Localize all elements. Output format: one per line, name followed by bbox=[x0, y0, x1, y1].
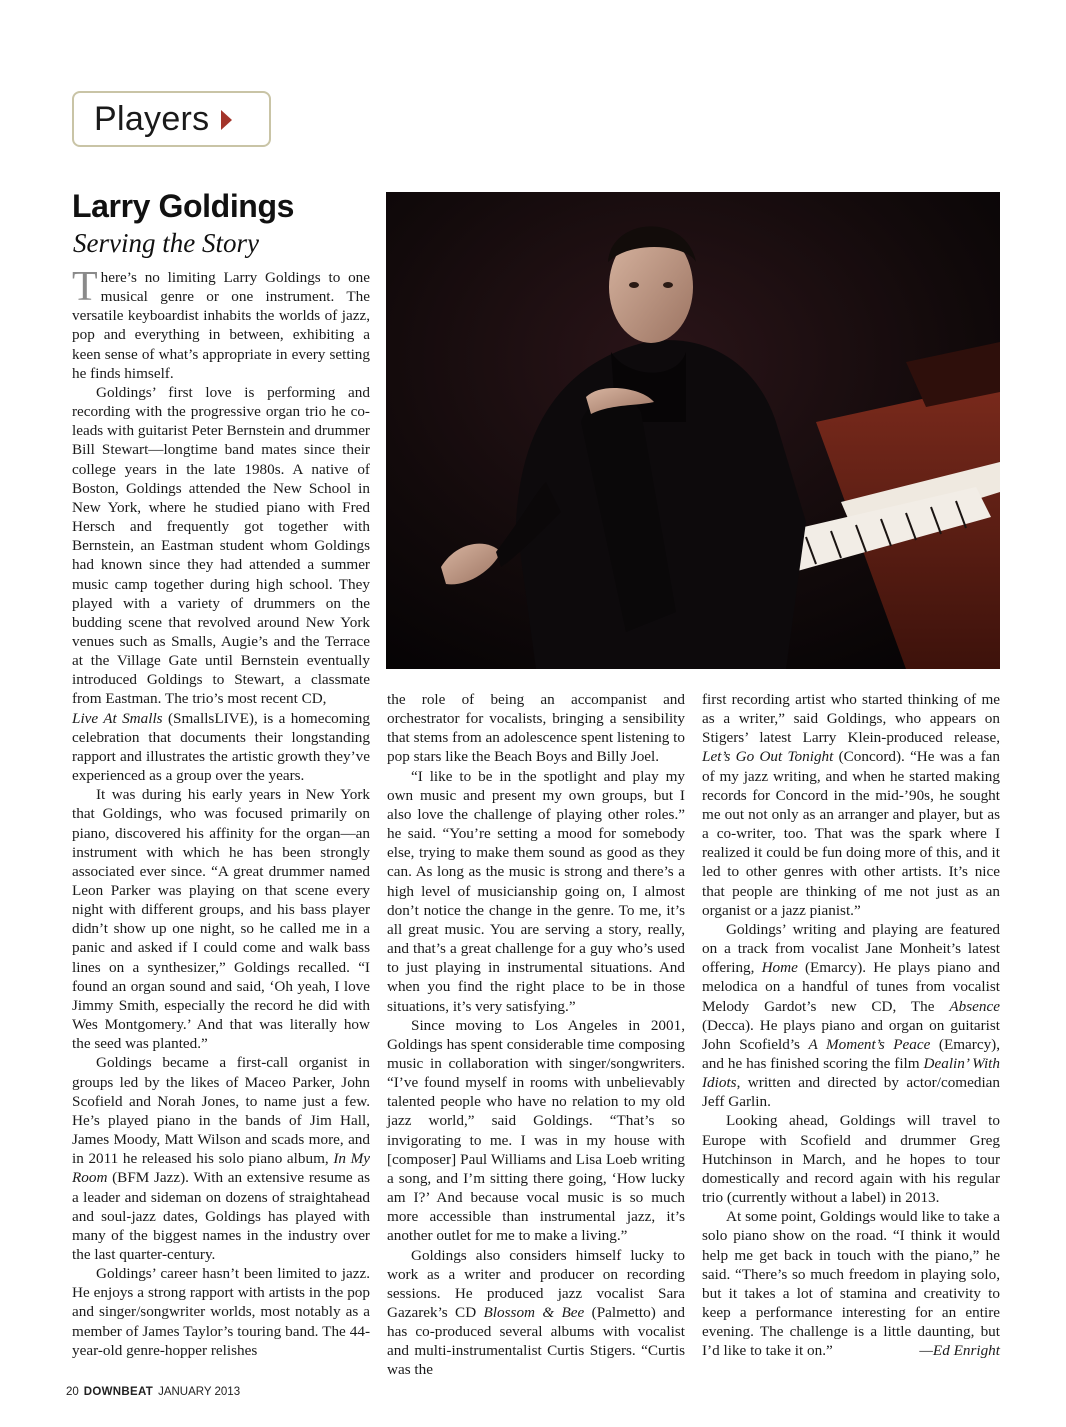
drop-cap: T bbox=[72, 264, 98, 310]
section-label: Players bbox=[94, 99, 210, 138]
paragraph: Goldings became a first-call organist in groups led by the likes of Maceo Parker, John Scofield and Norah Jones, to name just a few. He’s played piano in the bands of Jim Hall, James Moody, Matt Wilson and scads more, and in 2011 he released his solo piano album, In My Room (BFM Jazz). With an extensive resume as a leader and sideman on dozens of straightahead and soul-jazz dates, Goldings has played with many of the biggest names in the industry over the last quarter-century. bbox=[72, 1054, 371, 1263]
paragraph: Goldings also considers himself lucky to work as a writer and producer on recording sessions. He produced jazz vocalist Sara Gazarek’s CD Blossom & Bee (Palmetto) and has co-produced several albums with vocalist and multi-instrumentalist Curtis Stigers. “Curtis was the bbox=[387, 1246, 686, 1379]
paragraph: Goldings’ first love is performing and recording with the progressive organ trio he co-leads with guitarist Peter Bernstein and drummer Bill Stewart—longtime band mates since their college years in the late 1980s. A native of Boston, Goldings attended the New School in New York, where he studied piano with Fred Hersch and frequently got together with Bernstein, an Eastman student whom Goldings had known since they had attended a summer music camp together during high school. They played with a variety of drummers on the budding scene that revolved around New York venues such as Smalls, Augie’s and the Terrace at the Village Gate until Bernstein eventually introduced Goldings to Stewart, a classmate from Eastman. The trio’s most recent CD, bbox=[72, 383, 370, 708]
paragraph: “I like to be in the spotlight and play my own music and present my own groups, but I also love the challenge of playing other roles.” he said. “You’re setting a mood for somebody else, trying to make them sound as good as they can. As long as the music is strong and there’s a high level of musicianship going on, I almost don’t notice the change in the genre. To me, it’s all great music. You are serving a story, really, and that’s a great challenge for a guy who’s used to just playing in instrumental situations. And when you find the right place to be in those situations, it’s very satisfying.” bbox=[387, 767, 685, 1015]
article-photo bbox=[386, 192, 1000, 669]
section-tab bbox=[72, 91, 271, 147]
paragraph: It was during his early years in New York that Goldings, who was focused primarily on piano, discovered his affinity for the organ—an instrument with which he has been strongly associated ever since. “A great drummer named Leon Parker was playing on that scene every night with different groups, and his bass player didn’t show up one night, so he called me in a panic and asked if I could come and walk bass lines on a synthesizer,” Goldings recalled. “I found an organ sound and said, ‘Oh yeah, I love Jimmy Smith, especially the record he did with Wes Montgomery.’ And that was literally how the seed was planted.” bbox=[72, 786, 370, 1053]
article-subtitle: Serving the Story bbox=[73, 228, 259, 258]
musician-portrait-illustration bbox=[386, 192, 1000, 669]
paragraph: Looking ahead, Goldings will travel to Europe with Scofield and drummer Greg Hutchinson in March, and he hopes to tour domestically and record again with his regular trio (currently without a label) in 2013. bbox=[702, 1112, 1000, 1207]
paragraph: Goldings’ writing and playing are featured on a track from vocalist Jane Monheit’s latest offering, Home (Emarcy). He plays piano and melodica on a handful of tunes from vocalist Melody Gardot’s new CD, The Absence (Decca). He plays piano and organ on guitarist John Scofield’s A Moment’s Peace (Emarcy), and he has finished scoring the film Dealin’ With Idiots, written and directed by actor/comedian Jeff Garlin. bbox=[702, 920, 1001, 1111]
paragraph: first recording artist who started thinking of me as a writer,” said Goldings, who appears on Stigers’ latest Larry Klein-produced release, Let’s Go Out Tonight (Concord). “He was a fan of my jazz writing, and when he started making records for Concord in the mid-’90s, he sought me out not only as an arranger and player, but as a co-writer, too. That was the spark where I realized it could be fun doing more of this, and it led to other genres with other artists. It’s nice that people are thinking of me not just as an organist or a jazz pianist.” bbox=[702, 691, 1001, 919]
paragraph: Live At Smalls (SmallsLIVE), is a homecoming celebration that documents their longstanding rapport and illustrates the artistic growth they’ve experienced as a group over the years. bbox=[72, 709, 370, 785]
paragraph: Since moving to Los Angeles in 2001, Goldings has spent considerable time composing music in collaboration with singer/songwriters. “I’ve found myself in rooms with unbelievably talented people who have no relation to my old jazz world,” said Goldings. “That’s so invigorating to me. I was in my house with [composer] Paul Williams and Lisa Loeb writing a song, and I’m sitting there going, ‘How lucky am I?’ And because vocal music is so much more accessible than instrumental jazz, it’s another outlet for me to make a living.” bbox=[387, 1016, 685, 1245]
caret-right-icon bbox=[221, 110, 232, 130]
paragraph: There’s no limiting Larry Goldings to one musical genre or one instrument. The versatile keyboardist inhabits the worlds of jazz, pop and everything in between, exhibiting a keen sense of what’s appropriate in every setting he finds himself. bbox=[72, 264, 370, 382]
paragraph: Goldings’ career hasn’t been limited to jazz. He enjoys a strong rapport with artists in the pop and singer/songwriter worlds, most notably as a member of James Taylor’s touring band. The 44-year-old genre-hopper relishes bbox=[72, 1265, 370, 1359]
byline: —Ed Enright bbox=[919, 1342, 1000, 1360]
article-column-3 bbox=[702, 690, 1000, 1360]
article-column-2 bbox=[387, 690, 685, 1380]
article-title: Larry Goldings bbox=[72, 188, 294, 224]
paragraph: the role of being an accompanist and orchestrator for vocalists, bringing a sensibility that stems from an adolescence spent listening to pop stars like the Beach Boys and Billy Joel. bbox=[387, 691, 685, 766]
page-number: 20 bbox=[66, 1386, 79, 1398]
issue-date: JANUARY 2013 bbox=[158, 1386, 241, 1398]
magazine-name: DOWNBEAT bbox=[83, 1386, 154, 1398]
paragraph: At some point, Goldings would like to take a solo piano show on the road. “I think it would help me get back in touch with the piano,” he said. “There’s so much freedom in playing solo, but it takes a lot of stamina and creativity to keep a performance interesting for an entire evening. The challenge is a little daunting, but I’d like to take it on.” —Ed Enright bbox=[702, 1208, 1000, 1360]
page-footer bbox=[66, 1386, 240, 1398]
article-column-1 bbox=[72, 264, 371, 1360]
